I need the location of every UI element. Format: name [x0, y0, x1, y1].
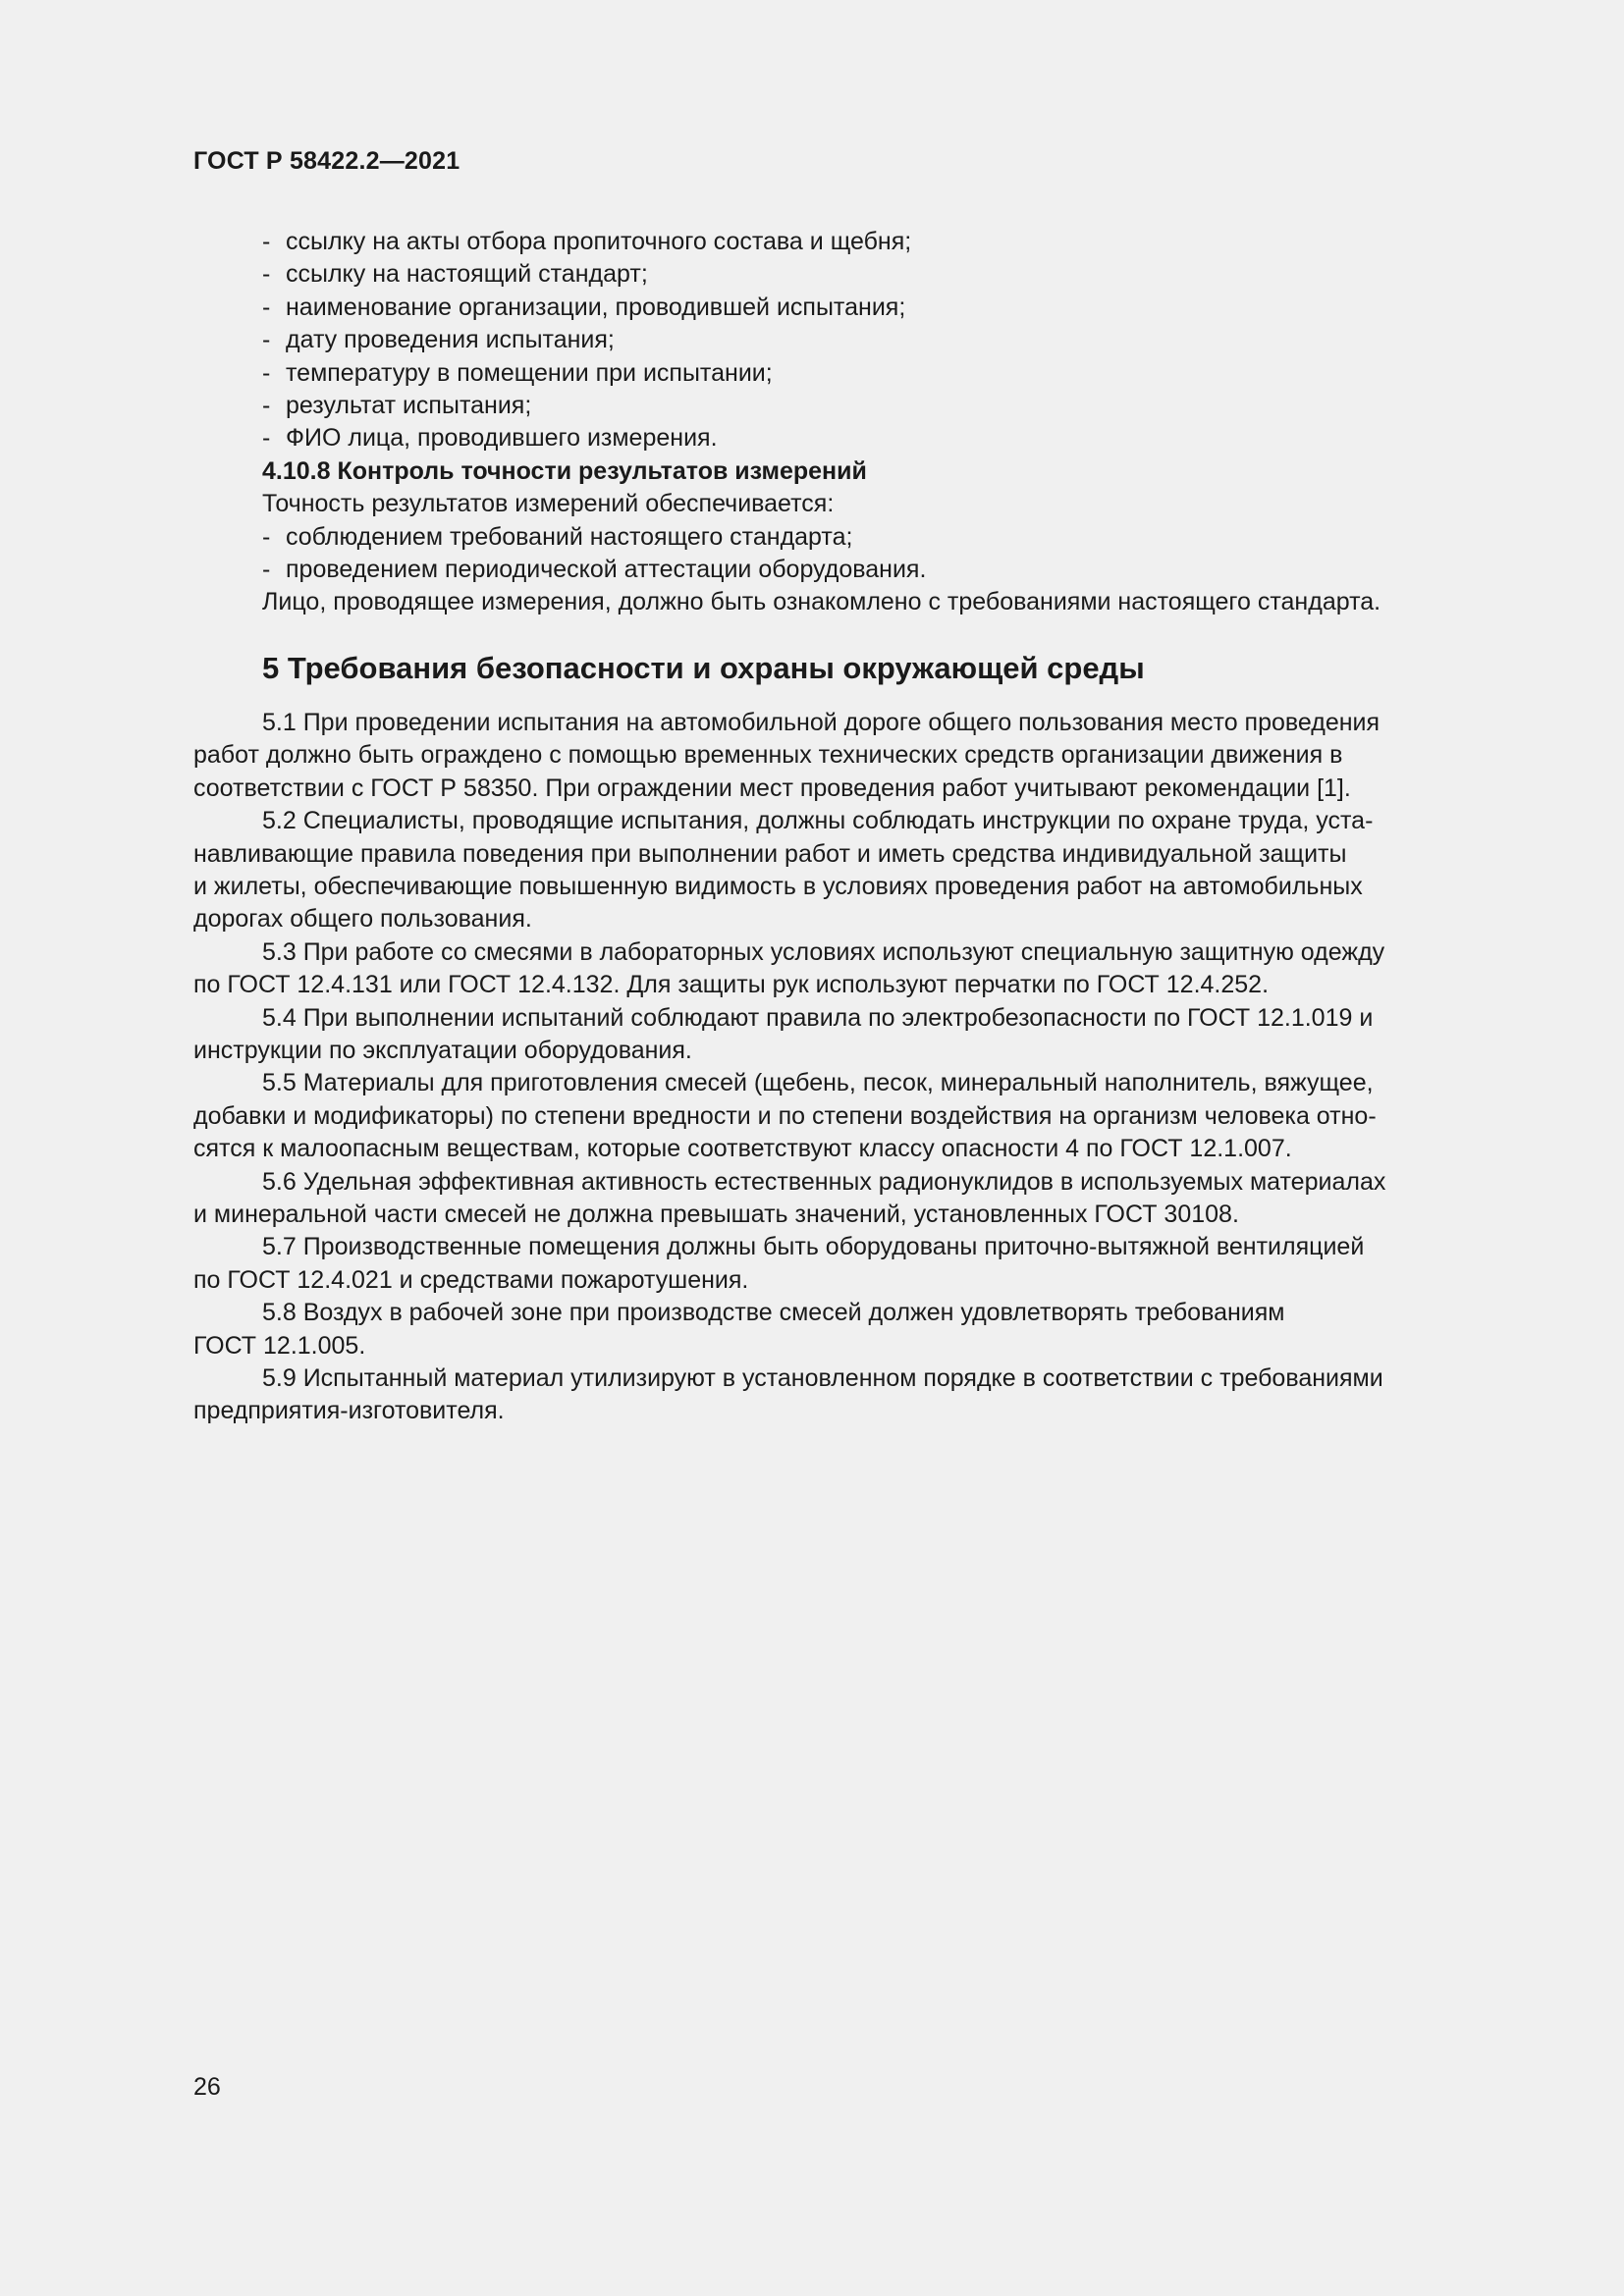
paragraph-line: дорогах общего пользования. [193, 905, 532, 934]
paragraph-line: ГОСТ 12.1.005. [193, 1331, 366, 1360]
paragraph-line: 5.4 При выполнении испытаний соблюдают правила по электробезопасности по ГОСТ 12.1.019 и [262, 1003, 1374, 1032]
paragraph-line: и минеральной части смесей не должна превышать значений, установленных ГОСТ 30108. [193, 1200, 1239, 1228]
paragraph-line: сятся к малоопасным веществам, которые соответствуют классу опасности 4 по ГОСТ 12.1.007. [193, 1135, 1292, 1163]
subsection-intro: Точность результатов измерений обеспечивается: [262, 490, 835, 518]
paragraph-line: 5.2 Специалисты, проводящие испытания, должны соблюдать инструкции по охране труда, уста- [262, 807, 1374, 835]
paragraph-line: и жилеты, обеспечивающие повышенную видимость в условиях проведения работ на автомобильных [193, 872, 1363, 900]
page-number: 26 [193, 2073, 221, 2101]
paragraph-line: 5.6 Удельная эффективная активность естественных радионуклидов в используемых материалах [262, 1167, 1386, 1196]
list-item: - ссылку на настоящий стандарт; [262, 260, 648, 289]
list-item: - температуру в помещении при испытании; [262, 358, 773, 387]
list-item: - ФИО лица, проводившего измерения. [262, 424, 718, 453]
paragraph-line: 5.3 При работе со смесями в лабораторных условиях используют специальную защитную одежду [262, 937, 1385, 966]
paragraph-5-8 [193, 1297, 1506, 1362]
page-content [193, 226, 1506, 1428]
paragraph-5-9 [193, 1362, 1506, 1428]
paragraph-line: 5.9 Испытанный материал утилизируют в установленном порядке в соответствии с требованиями [262, 1364, 1383, 1392]
list-item: - результат испытания; [262, 392, 532, 420]
paragraph-5-1 [193, 707, 1506, 805]
paragraph-line: по ГОСТ 12.4.021 и средствами пожаротушения. [193, 1265, 749, 1294]
paragraph-line: 5.5 Материалы для приготовления смесей (щебень, песок, минеральный наполнитель, вяжущее, [262, 1069, 1374, 1097]
list-item: - соблюдением требований настоящего стандарта; [262, 522, 853, 551]
paragraph-line: предприятия-изготовителя. [193, 1397, 505, 1425]
section-heading: 5 Требования безопасности и охраны окружающей среды [262, 650, 1145, 685]
section-5-body [193, 707, 1506, 1428]
paragraph-5-3 [193, 936, 1506, 1002]
paragraph-5-7 [193, 1231, 1506, 1297]
list-item: - наименование организации, проводившей испытания; [262, 293, 906, 321]
paragraph-line: по ГОСТ 12.4.131 или ГОСТ 12.4.132. Для защиты рук используют перчатки по ГОСТ 12.4.252. [193, 971, 1270, 999]
paragraph-line: соответствии с ГОСТ Р 58350. При ограждении мест проведения работ учитывают рекомендации [1]. [193, 774, 1351, 802]
paragraph-line: навливающие правила поведения при выполнении работ и иметь средства индивидуальной защиты [193, 839, 1347, 868]
list-item: - дату проведения испытания; [262, 326, 615, 354]
subsection-4-10-8 [193, 455, 1506, 619]
running-header-doc-id: ГОСТ Р 58422.2—2021 [193, 147, 460, 175]
paragraph-5-2 [193, 805, 1506, 936]
paragraph-line: добавки и модификаторы) по степени вредности и по степени воздействия на организм человека отно- [193, 1101, 1377, 1130]
paragraph-line: инструкции по эксплуатации оборудования. [193, 1036, 692, 1064]
paragraph-line: 5.7 Производственные помещения должны быть оборудованы приточно-вытяжной вентиляцией [262, 1233, 1365, 1261]
subsection-heading: 4.10.8 Контроль точности результатов измерений [262, 456, 867, 485]
list-item: - проведением периодической аттестации оборудования. [262, 556, 927, 584]
paragraph-line: 5.1 При проведении испытания на автомобильной дороге общего пользования место проведения [262, 708, 1380, 736]
report-content-list [193, 226, 1506, 455]
subsection-closing: Лицо, проводящее измерения, должно быть ознакомлено с требованиями настоящего стандарта. [262, 588, 1381, 616]
paragraph-line: работ должно быть ограждено с помощью временных технических средств организации движения в [193, 741, 1343, 770]
list-item: - ссылку на акты отбора пропиточного состава и щебня; [262, 228, 912, 255]
paragraph-5-5 [193, 1067, 1506, 1165]
paragraph-5-4 [193, 1002, 1506, 1068]
paragraph-5-6 [193, 1166, 1506, 1232]
paragraph-line: 5.8 Воздух в рабочей зоне при производстве смесей должен удовлетворять требованиям [262, 1299, 1285, 1327]
